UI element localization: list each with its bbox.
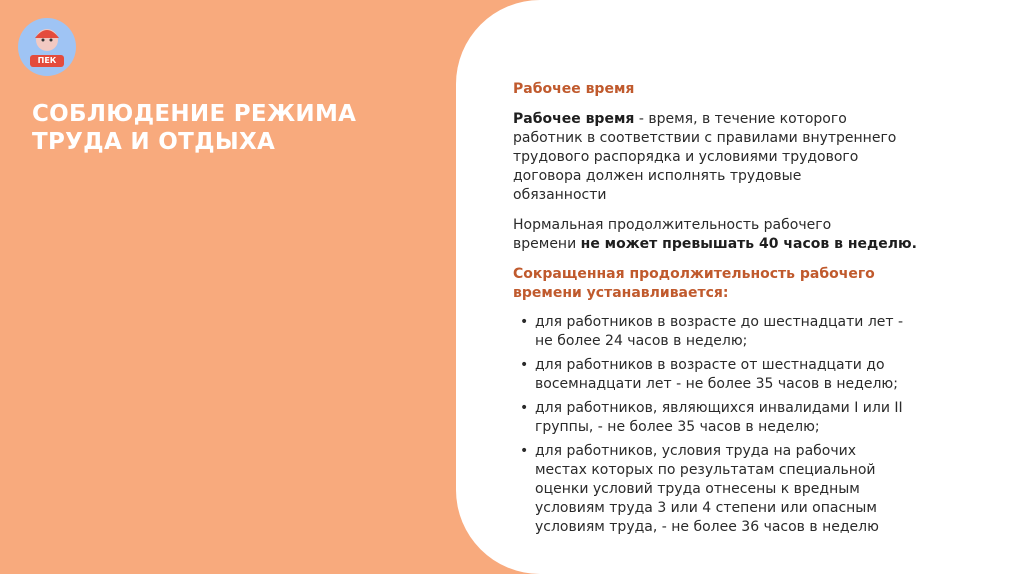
section-heading: Рабочее время (513, 81, 635, 97)
list-item-line: для работников в возрасте до шестнадцати лет - (535, 314, 904, 330)
list-item-line: местах которых по результатам специальной (535, 462, 876, 478)
reduced-heading-line-1: Сокращенная продолжительность рабочего (513, 266, 875, 282)
normal-line-2-start: времени (513, 236, 581, 252)
list-item-line: для работников, условия труда на рабочих (535, 443, 857, 459)
title-line-2: ТРУДА И ОТДЫХА (32, 129, 276, 155)
reduced-heading-line-2: времени устанавливается: (513, 285, 729, 301)
mascot-logo-icon (18, 18, 76, 76)
list-item-line: оценки условий труда отнесены к вредным (535, 481, 860, 497)
list-item-line: восемнадцати лет - не более 35 часов в неделю; (535, 376, 898, 392)
list-item-line: условиям труда 3 или 4 степени или опасным (535, 500, 877, 516)
slide-title (32, 100, 432, 156)
list-item (513, 442, 1003, 537)
reduced-heading (513, 265, 1003, 303)
list-item (513, 399, 1003, 437)
normal-limit: не может превышать 40 часов в неделю. (580, 236, 917, 252)
list-item-line: для работников в возрасте от шестнадцати до (535, 357, 885, 373)
list-item-line: группы, - не более 35 часов в неделю; (535, 419, 820, 435)
definition-line-2: работник в соответствии с правилами внутреннего (513, 130, 897, 146)
list-item-line: условиям труда, - не более 36 часов в неделю (535, 519, 879, 535)
definition-line-3: трудового распорядка и условиями трудового (513, 149, 859, 165)
logo (18, 18, 76, 76)
definition-paragraph (513, 110, 1003, 205)
definition-line-1: - время, в течение которого (634, 111, 847, 127)
list-item (513, 356, 1003, 394)
title-line-1: СОБЛЮДЕНИЕ РЕЖИМА (32, 101, 357, 127)
bullet-icon: • (520, 357, 529, 373)
bullet-icon: • (520, 443, 529, 459)
list-item-line: не более 24 часов в неделю; (535, 333, 748, 349)
definition-line-4: договора должен исполнять трудовые (513, 168, 802, 184)
list-item-line: для работников, являющихся инвалидами I или II (535, 400, 903, 416)
reduced-hours-list (513, 313, 1003, 537)
normal-duration-paragraph (513, 216, 1003, 254)
logo-text: ПЕК (30, 55, 64, 67)
definition-term: Рабочее время (513, 111, 635, 127)
list-item (513, 313, 1003, 351)
normal-line-1: Нормальная продолжительность рабочего (513, 217, 832, 233)
definition-line-5: обязанности (513, 187, 607, 203)
bullet-icon: • (520, 314, 529, 330)
bullet-icon: • (520, 400, 529, 416)
content (513, 80, 1003, 542)
